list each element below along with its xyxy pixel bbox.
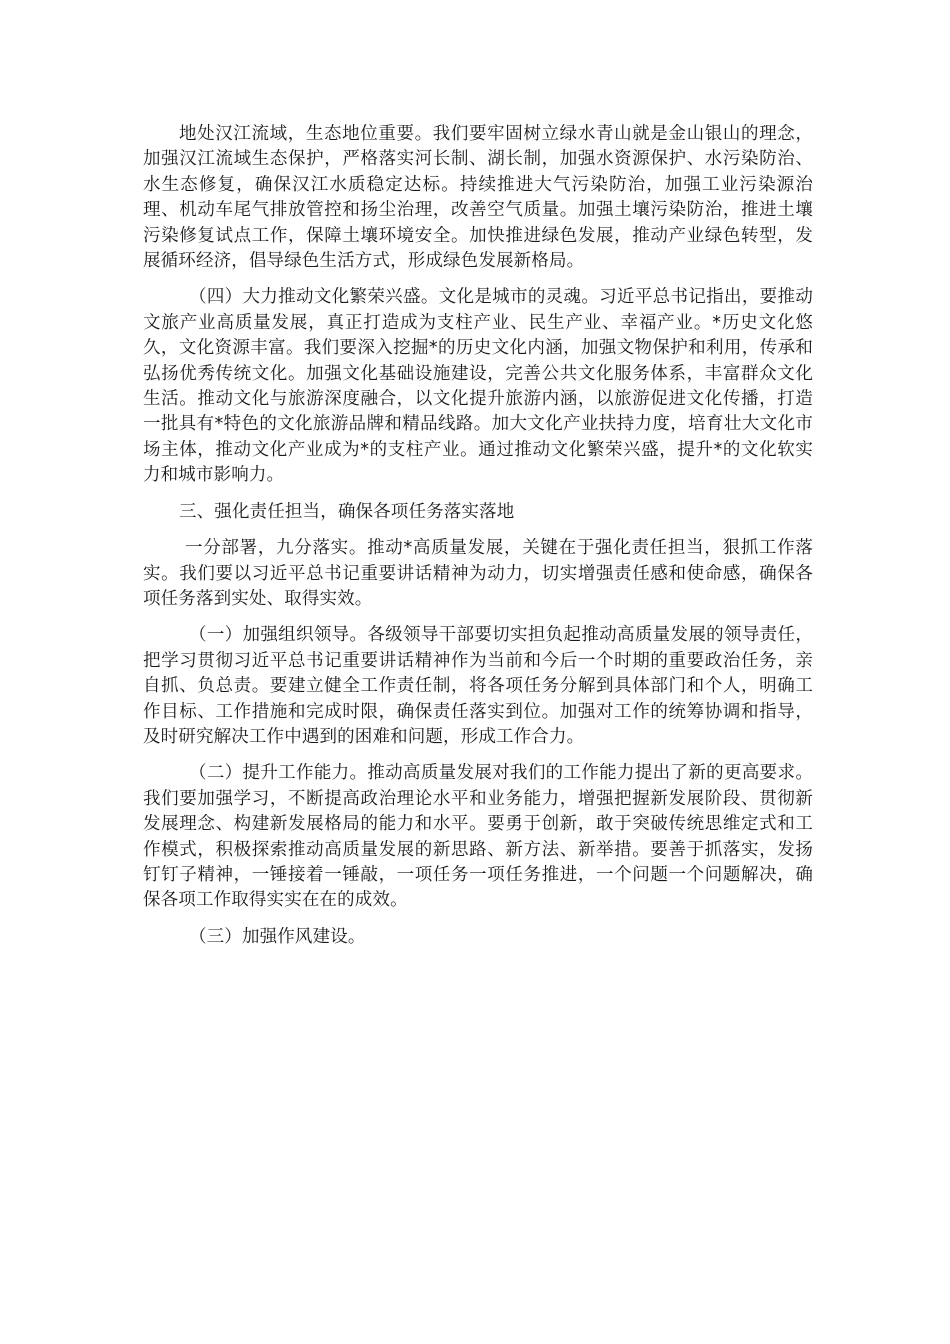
paragraph-ecology: 地处汉江流域，生态地位重要。我们要牢固树立绿水青山就是金山银山的理念，加强汉江流域生态保护，严格落实河长制、湖长制，加强水资源保护、水污染防治、水生态修复，确保汉江水质稳定达标。持续推进大气污染防治，加强工业污染源治理、机动车尾气排放管控和扬尘治理，改善空气质量。加强土壤污染防治，推进土壤污染修复试点工作，保障土壤环境安全。加快推进绿色发展，推动产业绿色转型，发展循环经济，倡导绿色生活方式，形成绿色发展新格局。 [143, 124, 813, 272]
paragraph-capability: （二）提升工作能力。推动高质量发展对我们的工作能力提出了新的更高要求。我们要加强学习，不断提高政治理论水平和业务能力，增强把握新发展阶段、贯彻新发展理念、构建新发展格局的能力和水平。要勇于创新，敢于突破传统思维定式和工作模式，积极探索推动高质量发展的新思路、新方法、新举措。要善于抓落实，发扬钉钉子精神，一锤接着一锤敲，一项任务一项任务推进，一个问题一个问题解决，确保各项工作取得实实在在的成效。 [143, 763, 813, 911]
section-heading-responsibility: 三、强化责任担当，确保各项任务落实落地 [179, 501, 515, 522]
paragraph-culture: （四）大力推动文化繁荣兴盛。文化是城市的灵魂。习近平总书记指出，要推动文旅产业高质量发展，真正打造成为支柱产业、民生产业、幸福产业。*历史文化悠久，文化资源丰富。我们要深入挖掘*的历史文化内涵，加强文物保护和利用，传承和弘扬优秀传统文化。加强文化基础设施建设，完善公共文化服务体系，丰富群众文化生活。推动文化与旅游深度融合，以文化提升旅游内涵，以旅游促进文化传播，打造一批具有*特色的文化旅游品牌和精品线路。加大文化产业扶持力度，培育壮大文化市场主体，推动文化产业成为*的支柱产业。通过推动文化繁荣兴盛，提升*的文化软实力和城市影响力。 [143, 287, 813, 486]
paragraph-organization: （一）加强组织领导。各级领导干部要切实担负起推动高质量发展的领导责任，把学习贯彻习近平总书记重要讲话精神作为当前和今后一个时期的重要政治任务，亲自抓、负总责。要建立健全工作责任制，将各项任务分解到具体部门和个人，明确工作目标、工作措施和完成时限，确保责任落实到位。加强对工作的统筹协调和指导，及时研究解决工作中遇到的困难和问题，形成工作合力。 [143, 625, 813, 747]
document-body [143, 122, 813, 961]
paragraph-implementation: 一分部署，九分落实。推动*高质量发展，关键在于强化责任担当，狠抓工作落实。我们要以习近平总书记重要讲话精神为动力，切实增强责任感和使命感，确保各项任务落到实处、取得实效。 [143, 538, 813, 609]
paragraph-work-style: （三）加强作风建设。 [189, 926, 366, 947]
